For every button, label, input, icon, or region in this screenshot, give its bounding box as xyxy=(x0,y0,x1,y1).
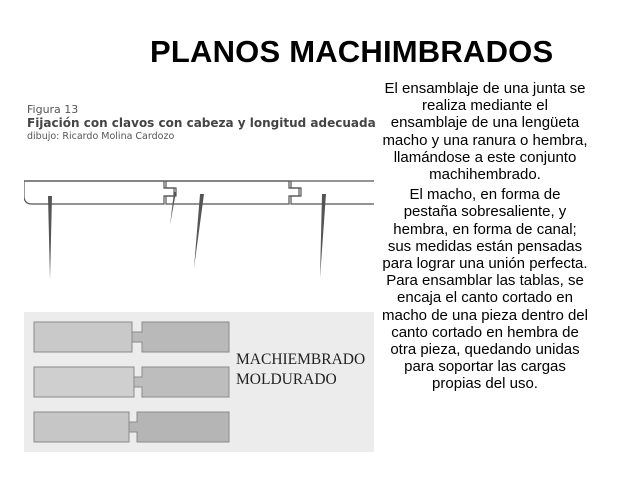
board-right-outline xyxy=(291,181,374,204)
photo-label-line2: MOLDURADO xyxy=(236,371,337,389)
photo-label xyxy=(236,350,365,390)
description-text xyxy=(382,80,588,393)
figure-number: Figura 13 xyxy=(27,103,79,116)
photo-board-3-left xyxy=(34,412,129,442)
photo-board-2-right xyxy=(134,367,229,397)
photo-board-3-right xyxy=(129,412,229,442)
figure-credit: dibujo: Ricardo Molina Cardozo xyxy=(27,130,175,142)
board-middle-outline xyxy=(166,181,299,204)
photo-label-line1: MACHIEMBRADO xyxy=(236,351,366,368)
description-paragraph-1: El ensamblaje de una junta se realiza mediante el ensamblaje de una lengüeta macho y una ranura o hembra, llamándose a este conjunto machihembrado. xyxy=(382,80,588,184)
photo-board-2-left xyxy=(34,367,134,397)
nail-2 xyxy=(194,194,204,268)
page-title: PLANOS MACHIMBRADOS xyxy=(150,34,554,69)
board-left-outline xyxy=(24,181,174,204)
tongue-and-groove-nailing-diagram xyxy=(24,130,374,290)
photo-board-1-right xyxy=(132,322,229,352)
description-paragraph-2: El macho, en forma de pestaña sobresaliente, y hembra, en forma de canal; sus medidas están pensadas para lograr una unión perfecta. Para ensamblar las tablas, se encaja el canto cortado en macho de una pieza dentro del canto cortado en hembra de otra pieza, quedando unidas para soportar las cargas propias del uso. xyxy=(382,186,588,393)
nail-3 xyxy=(320,194,326,278)
nail-4 xyxy=(170,192,176,225)
nail-1 xyxy=(48,196,52,280)
figure-title: Fijación con clavos con cabeza y longitud adecuada xyxy=(27,116,376,131)
photo-board-1-left xyxy=(34,322,132,352)
